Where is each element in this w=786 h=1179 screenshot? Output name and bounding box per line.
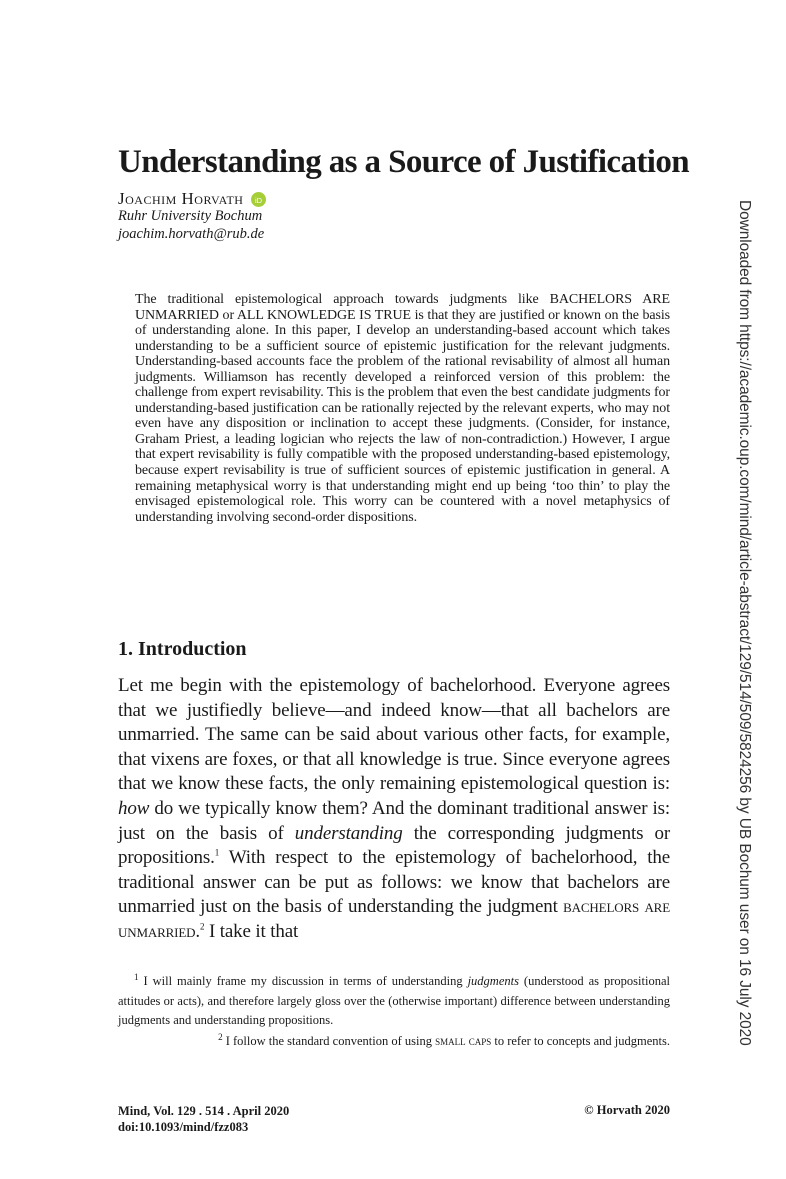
footnote-ref-2[interactable]: 2: [199, 921, 205, 932]
body-paragraph: Let me begin with the epistemology of bachelorhood. Everyone agrees that we justifiedly believe—and indeed know—that all bachelors are unmarried. The same can be said about various other facts, for example, that vixens are foxes, or that all knowledge is true. Since everyone agrees that we know these facts, the only remaining epistemological question is: how do we typically know them? And the dominant traditional answer is: just on the basis of understanding the corresponding judgments or propositions.$^1$ With respect to the epistemology of bachelorhood, the traditional answer can be put as follows: we know that bachelors are unmarried just on the basis of understanding the judgment bachelors are unmarried.$^2$ I take it that: [118, 675, 670, 942]
doi-line[interactable]: doi:10.1093/mind/fzz083: [118, 1120, 249, 1134]
emphasis-understanding: understanding: [294, 822, 403, 844]
footnote-2: $^2$ I follow the standard convention of using small caps to refer to concepts and judgments.: [218, 1031, 670, 1048]
download-note: Downloaded from https://academic.oup.com/mind/article-abstract/129/514/509/5824256 by UB Bochum user on 16 July 2020: [736, 200, 753, 1046]
emphasis-how: how: [118, 797, 150, 819]
paper-title: Understanding as a Source of Justification: [118, 144, 689, 180]
author-email[interactable]: joachim.horvath@rub.de: [118, 226, 265, 242]
journal-citation: [118, 1103, 289, 1135]
author-name: Joachim Horvath: [118, 189, 244, 208]
section-heading: 1. Introduction: [118, 638, 247, 660]
download-watermark: [733, 200, 773, 1046]
footnote-1: $^1$ I will mainly frame my discussion in terms of understanding judgments (understood as propositional attitudes or acts), and therefore largely gloss over the (otherwise important) difference between understanding judgments and understanding propositions.: [118, 971, 670, 1027]
copyright: © Horvath 2020: [584, 1103, 670, 1117]
citation-line: Mind, Vol. 129 . 514 . April 2020: [118, 1104, 290, 1118]
orcid-icon[interactable]: [251, 192, 266, 207]
small-caps-judgment: bachelors are unmarried: [118, 896, 670, 942]
footnote-ref-1[interactable]: 1: [214, 847, 220, 858]
author-line: [118, 188, 266, 210]
abstract: The traditional epistemological approach towards judgments like BACHELORS ARE UNMARRIED or ALL KNOWLEDGE IS TRUE is that they are justified or known on the basis of understanding alone. In this paper, I develop an understanding-based account which takes understanding to be a sufficient source of epistemic justification for the relevant judgments. Understanding-based accounts face the problem of the rational revisability of almost all human judgments. Williamson has recently developed a reinforced version of this problem: the challenge from expert revisability. This is the problem that even the best candidate judgments for understanding-based justification can be rationally rejected by the relevant experts, who may not even have any disposition or inclination to accept these judgments. (Consider, for instance, Graham Priest, a leading logician who rejects the law of non-contradiction.) However, I argue that expert revisability is fully compatible with the proposed understanding-based epistemology, because expert revisability is true of sufficient sources of epistemic justification in general. A remaining metaphysical worry is that understanding might end up being ‘too thin’ to play the envisaged epistemological role. This worry can be countered with a novel metaphysics of understanding involving second-order dispositions.: [135, 292, 670, 525]
affiliation: Ruhr University Bochum: [118, 208, 263, 224]
svg-text:iD: iD: [255, 195, 263, 205]
